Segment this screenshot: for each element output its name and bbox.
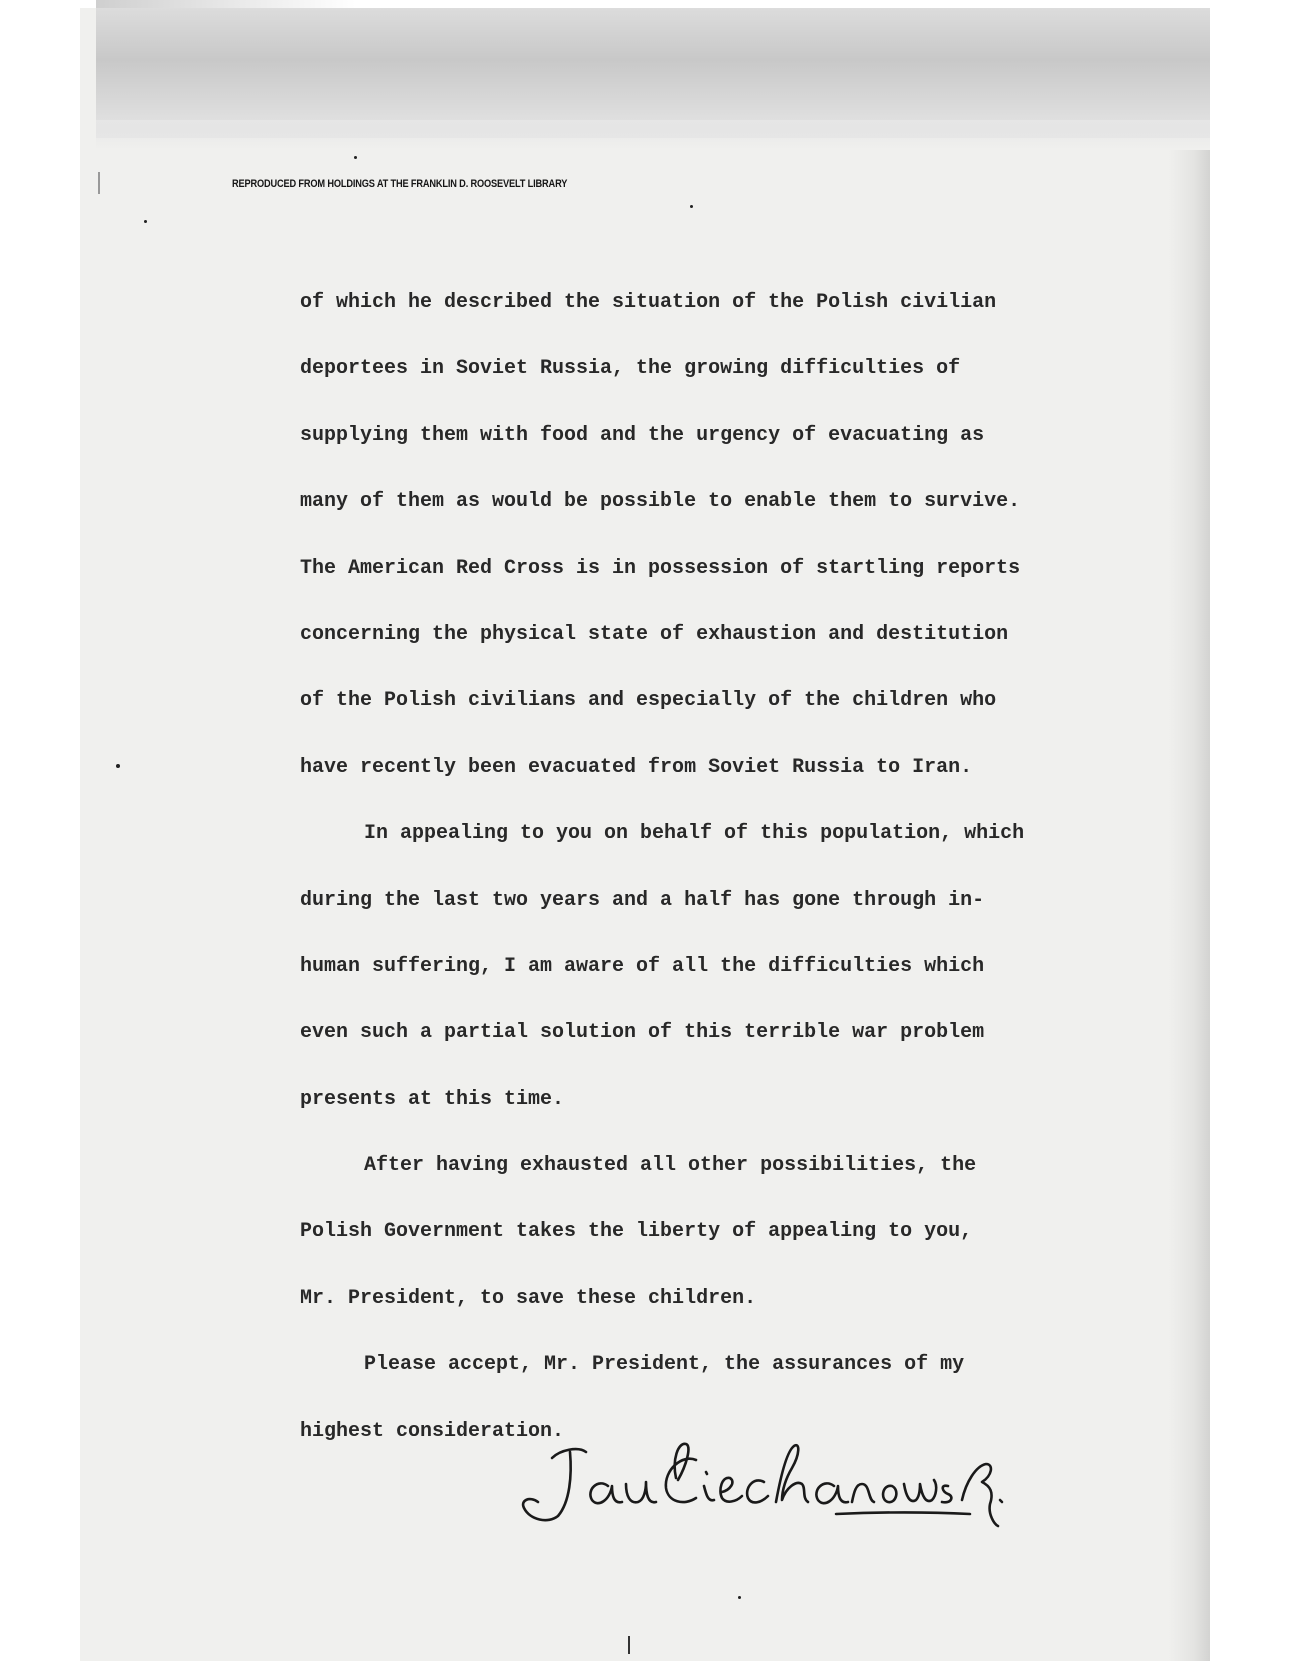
letter-line: concerning the physical state of exhaustion and destitution — [300, 622, 1009, 646]
letter-line: Please accept, Mr. President, the assurances of my — [364, 1353, 965, 1377]
signature-strokes — [523, 1444, 1002, 1526]
top-fold-shadow — [96, 8, 1210, 138]
letter-line: Mr. President, to save these children. — [300, 1286, 757, 1310]
letter-line: In appealing to you on behalf of this population, which — [364, 822, 1025, 846]
scan-speck — [116, 764, 120, 768]
scan-speck — [690, 205, 693, 208]
letter-line: of the Polish civilians and especially of the children who — [300, 689, 997, 713]
scan-mark — [98, 172, 100, 194]
scan-mark — [628, 1636, 630, 1654]
letter-line: After having exhausted all other possibilities, the — [364, 1154, 977, 1178]
letter-line: of which he described the situation of the Polish civilian — [300, 291, 997, 314]
letter-line: Polish Government takes the liberty of appealing to you, — [300, 1220, 973, 1244]
archive-stamp: REPRODUCED FROM HOLDINGS AT THE FRANKLIN D. ROOSEVELT LIBRARY — [232, 178, 568, 190]
letter-body — [300, 270, 1100, 1465]
letter-line: during the last two years and a half has gone through in- — [300, 888, 985, 912]
letter-line: supplying them with food and the urgency of evacuating as — [300, 423, 985, 447]
right-edge-shadow — [1168, 150, 1210, 1661]
letter-line: highest consideration. — [300, 1419, 565, 1443]
top-edge-shadow — [96, 0, 356, 8]
scan-speck — [738, 1596, 741, 1599]
letter-line: The American Red Cross is in possession of startling reports — [300, 556, 1021, 580]
signature — [500, 1420, 1060, 1530]
letter-line: human suffering, I am aware of all the difficulties which — [300, 954, 985, 978]
letter-line: even such a partial solution of this terrible war problem — [300, 1021, 985, 1045]
letter-line: have recently been evacuated from Soviet Russia to Iran. — [300, 755, 973, 779]
letter-line: many of them as would be possible to enable them to survive. — [300, 490, 1021, 514]
letter-line: presents at this time. — [300, 1087, 565, 1111]
scan-speck — [354, 156, 357, 159]
scan-speck — [144, 220, 147, 223]
top-fold-fade — [96, 120, 1210, 150]
letter-line: deportees in Soviet Russia, the growing difficulties of — [300, 357, 961, 381]
